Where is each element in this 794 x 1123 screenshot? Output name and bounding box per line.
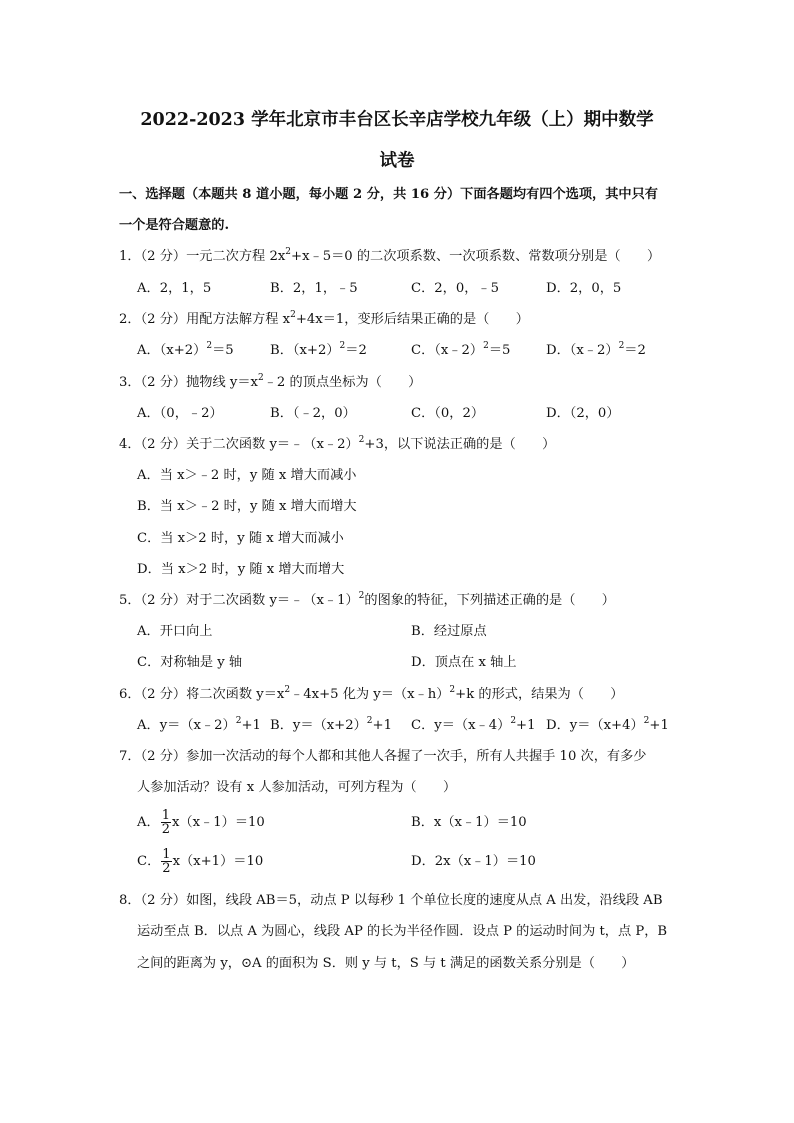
question-7-option-b: B．x（x﹣1）＝10 [411, 815, 527, 830]
question-3-option-c: C．（0，2） [411, 406, 485, 421]
question-5-stem: 5．（2 分）对于二次函数 y＝﹣（x﹣1）$^2$的图象的特征，下列描述正确的是（ ） [119, 591, 615, 608]
question-8-stem-line2: 运动至点 B．以点 A 为圆心，线段 AP 的长为半径作圆．设点 P 的运动时间为 t，点 P，B [137, 924, 668, 939]
question-8-stem-line3: 之间的距离为 y，⊙A 的面积为 S．则 y 与 t，S 与 t 满足的函数关系分别是（ ） [137, 956, 635, 971]
question-2-option-c: C．（x﹣2）$^2$＝5 [411, 341, 511, 358]
question-4-option-c: C．当 x＞2 时，y 随 x 增大而减小 [137, 531, 344, 546]
question-7-stem-line2: 人参加活动？设有 x 人参加活动，可列方程为（ ） [137, 780, 457, 795]
question-1-option-a: A．2，1，5 [137, 281, 212, 296]
question-7-stem-line1: 7．（2 分）参加一次活动的每个人都和其他人各握了一次手，所有人共握手 10 次，有多少 [119, 749, 647, 764]
question-5-option-a: A．开口向上 [137, 624, 213, 639]
question-1-option-b: B．2，1，﹣5 [270, 281, 358, 296]
question-7-option-c: C． $\frac{1}{2}$ x（x+1）＝10 [137, 847, 264, 876]
question-5-option-c: C．对称轴是 y 轴 [137, 655, 243, 670]
question-7-option-d: D．2x（x﹣1）＝10 [411, 854, 536, 869]
question-6-option-d: D．$y=(x+4)^2+1$ [546, 716, 669, 733]
section-heading-line2: 一个是符合题意的. [119, 218, 230, 233]
question-4-option-b: B．当 x＞﹣2 时，y 随 x 增大而增大 [137, 499, 357, 514]
question-2-option-d: D．（x﹣2）$^2$＝2 [546, 341, 646, 358]
fraction-one-half: $\frac{1}{2}$ [161, 808, 170, 837]
question-8-stem-line1: 8．（2 分）如图，线段 AB＝5，动点 P 以每秒 1 个单位长度的速度从点 A 出发，沿线段 AB [119, 893, 663, 908]
section-heading-line1: 一、选择题（本题共 8 道小题，每小题 2 分，共 16 分）下面各题均有四个选项，其中只有 [119, 187, 658, 202]
question-2-option-a: A．$(x+2)^2=5$ [137, 341, 234, 358]
question-1-option-c: C．2，0，﹣5 [411, 281, 500, 296]
question-4-stem: 4．（2 分）关于二次函数 y＝﹣（x﹣2）$^2$+3，以下说法正确的是（ ） [119, 435, 556, 452]
question-1-option-d: D．2，0，5 [546, 281, 622, 296]
question-3-option-b: B．（﹣2，0） [270, 406, 356, 421]
question-3-option-d: D．（2，0） [546, 406, 620, 421]
question-6-stem: 6．（2 分）将二次函数 $y=x^2﹣4x+5$ 化为 y＝（x﹣h）$^2$+k 的形式，结果为（ ） [119, 685, 624, 702]
question-6-option-a: A．y＝（x﹣2）$^2$+1 [137, 716, 261, 733]
question-5-option-b: B．经过原点 [411, 624, 487, 639]
question-4-option-d: D．当 x＞2 时，y 随 x 增大而增大 [137, 562, 345, 577]
question-6-option-b: B．$y=(x+2)^2+1$ [270, 716, 392, 733]
question-1-stem: 1．（2 分）一元二次方程 $2x^2+x﹣5=0$ 的二次项系数、一次项系数、常数项分别是（ ） [119, 247, 661, 264]
page-title-line2: 试卷 [379, 151, 415, 171]
question-2-stem: 2．（2 分）用配方法解方程 $x^2+4x=1$，变形后结果正确的是（ ） [119, 310, 529, 327]
question-6-option-c: C．y＝（x﹣4）$^2$+1 [411, 716, 536, 733]
question-3-stem: 3．（2 分）抛物线 $y=x^2﹣2$ 的顶点坐标为（ ） [119, 373, 422, 390]
question-4-option-a: A．当 x＞﹣2 时，y 随 x 增大而减小 [137, 468, 357, 483]
fraction-one-half: $\frac{1}{2}$ [162, 847, 171, 876]
page-title-line1: 2022-2023 学年北京市丰台区长辛店学校九年级（上）期中数学 [140, 110, 654, 130]
question-3-option-a: A．（0，﹣2） [137, 406, 223, 421]
question-7-option-a: A． $\frac{1}{2}$ x（x﹣1）＝10 [137, 808, 265, 837]
question-5-option-d: D．顶点在 x 轴上 [411, 655, 517, 670]
question-2-option-b: B．$(x+2)^2=2$ [270, 341, 367, 358]
